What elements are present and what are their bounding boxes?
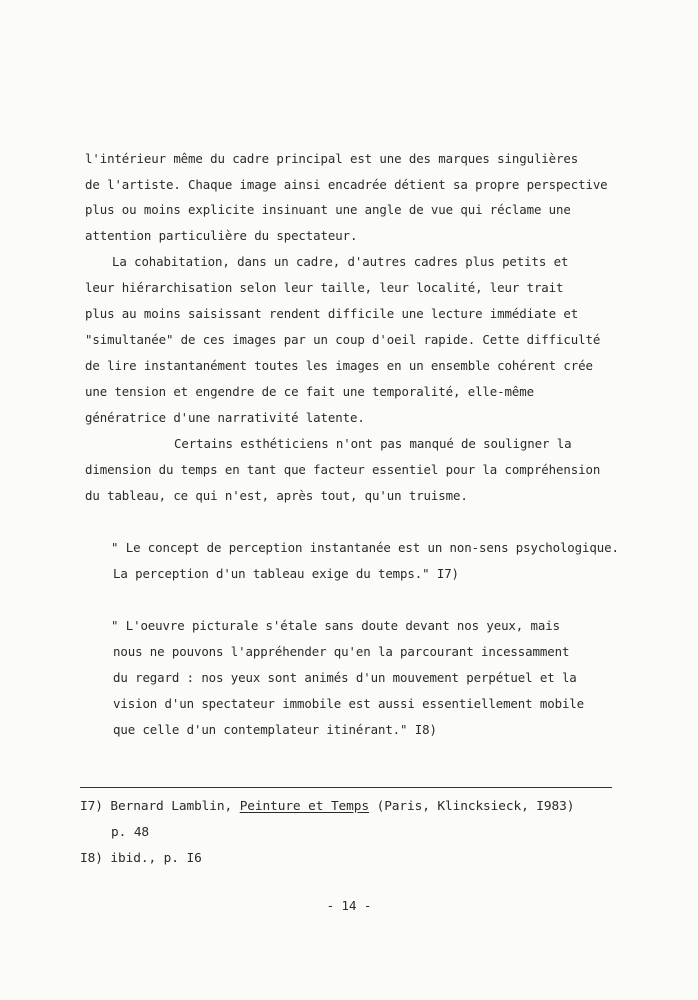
- body-line: une tension et engendre de ce fait une temporalité, elle-même: [85, 384, 534, 399]
- body-line: plus ou moins explicite insinuant une angle de vue qui réclame une: [85, 202, 571, 217]
- page-number: - 14 -: [326, 898, 372, 913]
- body-line: de l'artiste. Chaque image ainsi encadrée détient sa propre perspective: [85, 177, 608, 192]
- body-line: du tableau, ce qui n'est, après tout, qu'un truisme.: [85, 488, 468, 503]
- quote-line: vision d'un spectateur immobile est aussi essentiellement mobile: [113, 696, 585, 711]
- quote-line: " Le concept de perception instantanée est un non-sens psychologique.: [111, 540, 619, 555]
- body-line: génératrice d'une narrativité latente.: [85, 410, 365, 425]
- quote-line: nous ne pouvons l'appréhender qu'en la parcourant incessamment: [113, 644, 570, 659]
- body-line: Certains esthéticiens n'ont pas manqué de souligner la: [174, 436, 572, 451]
- footnote-17-prefix: I7) Bernard Lamblin,: [80, 799, 240, 814]
- body-line: l'intérieur même du cadre principal est une des marques singulières: [85, 151, 579, 166]
- footnote-divider: [80, 787, 612, 788]
- body-line: La cohabitation, dans un cadre, d'autres cadres plus petits et: [112, 254, 569, 269]
- footnote-17: [80, 799, 574, 815]
- footnote-17-page: p. 48: [111, 825, 150, 840]
- footnote-18: I8) ibid., p. I6: [80, 851, 202, 866]
- book-title: Peinture et Temps: [239, 799, 369, 814]
- footnote-17-suffix: (Paris, Klincksieck, I983): [368, 799, 575, 814]
- body-line: de lire instantanément toutes les images en un ensemble cohérent crée: [85, 358, 593, 373]
- quote-line: La perception d'un tableau exige du temps." I7): [113, 566, 459, 581]
- body-line: attention particulière du spectateur.: [85, 228, 358, 243]
- quote-line: " L'oeuvre picturale s'étale sans doute devant nos yeux, mais: [111, 618, 560, 633]
- body-line: "simultanée" de ces images par un coup d'oeil rapide. Cette difficulté: [85, 332, 601, 347]
- body-line: dimension du temps en tant que facteur essentiel pour la compréhension: [85, 462, 601, 477]
- quote-line: que celle d'un contemplateur itinérant." I8): [113, 722, 437, 737]
- quote-line: du regard : nos yeux sont animés d'un mouvement perpétuel et la: [113, 670, 577, 685]
- body-line: leur hiérarchisation selon leur taille, leur localité, leur trait: [85, 280, 564, 295]
- body-line: plus au moins saisissant rendent difficile une lecture immédiate et: [85, 306, 579, 321]
